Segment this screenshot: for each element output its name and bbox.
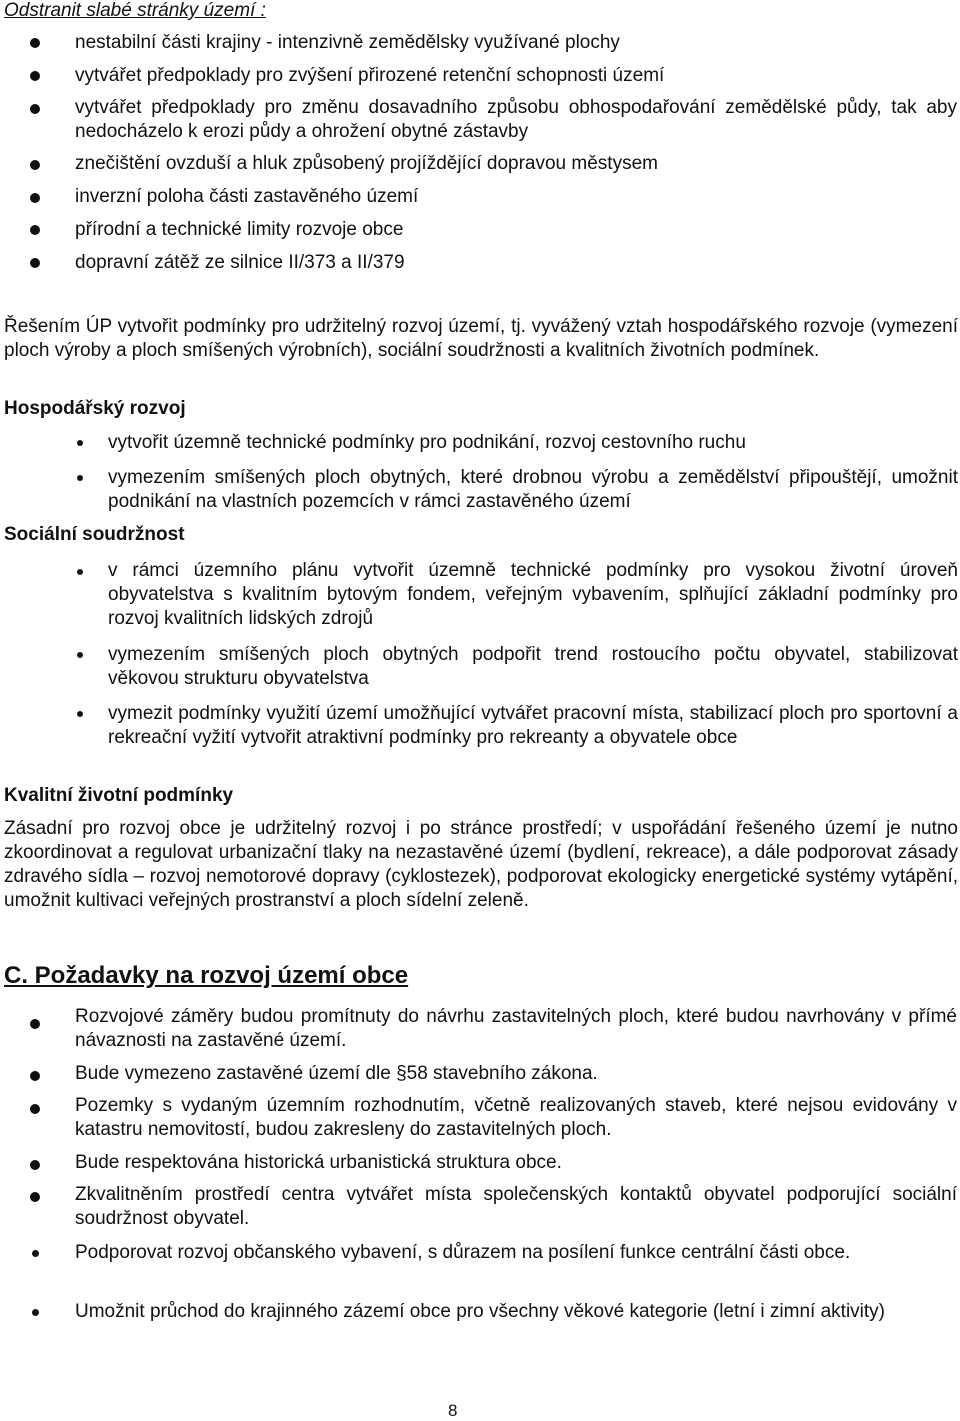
living-paragraph: Zásadní pro rozvoj obce je udržitelný rozvoj i po stránce prostředí; v uspořádání řešeného území je nutno zkoordinovat a regulovat urbanizační tlaky na nezastavěné území (bydlení, rekreace), a dále podporovat zásady zdravého sídla – rozvoj nemotorové dopravy (cyklostezek), podporovat ekologicky energetické systémy vytápění, umožnit kultivaci veřejných prostranství a ploch sídelní zeleně. [4, 818, 958, 911]
weak-point-item: znečištění ovzduší a hluk způsobený projíždějící dopravou městysem [75, 153, 658, 174]
weak-point-item: vytvářet předpoklady pro změnu dosavadního způsobu obhospodařování zemědělské půdy, tak aby nedocházelo k erozi půdy a ohrožení obytné zástavby [75, 97, 957, 142]
bullet-dot-icon [30, 1071, 40, 1081]
section-c-item: Zkvalitněním prostředí centra vytvářet místa společenských kontaktů obyvatel podporující sociální soudržnost obyvatel. [75, 1184, 957, 1229]
section-c-item: Rozvojové záměry budou promítnuty do návrhu zastavitelných ploch, které budou navrhovány v přímé návaznosti na zastavěné území. [75, 1006, 957, 1051]
bullet-dot-icon [32, 1250, 39, 1257]
section-c-item: Umožnit průchod do krajinného zázemí obce pro všechny věkové kategorie (letní i zimní aktivity) [75, 1301, 885, 1322]
section-c-item: Bude respektována historická urbanistická struktura obce. [75, 1152, 562, 1173]
bullet-dot-icon [32, 1309, 39, 1316]
bullet-dot-icon [77, 475, 83, 481]
section-c-item: Pozemky s vydaným územním rozhodnutím, včetně realizovaných staveb, které nejsou evidovány v katastru nemovitostí, budou zakresleny do zastavitelných ploch. [75, 1095, 957, 1140]
bullet-dot-icon [30, 1192, 40, 1202]
bullet-dot-icon [30, 38, 40, 48]
living-heading: Kvalitní životní podmínky [4, 785, 234, 806]
weak-points-heading: Odstranit slabé stránky území : [4, 0, 266, 21]
economic-item: vytvořit územně technické podmínky pro podnikání, rozvoj cestovního ruchu [108, 432, 746, 453]
weak-point-item: dopravní zátěž ze silnice II/373 a II/379 [75, 252, 405, 273]
page-number: 8 [448, 1401, 458, 1420]
bullet-dot-icon [30, 71, 40, 81]
solution-paragraph: Řešením ÚP vytvořit podmínky pro udržitelný rozvoj území, tj. vyvážený vztah hospodářského rozvoje (vymezení ploch výroby a ploch smíšených výrobních), sociální soudržnosti a kvalitních životních podmínek. [4, 316, 958, 361]
bullet-dot-icon [77, 711, 83, 717]
bullet-dot-icon [30, 1104, 40, 1114]
social-item: vymezit podmínky využití území umožňující vytvářet pracovní místa, stabilizací ploch pro sportovní a rekreační vyžití vytvořit atraktivní podmínky pro rekreanty a obyvatele obce [108, 703, 958, 748]
bullet-dot-icon [30, 1160, 40, 1170]
section-c-item: Podporovat rozvoj občanského vybavení, s důrazem na posílení funkce centrální části obce. [75, 1242, 851, 1263]
bullet-dot-icon [77, 569, 83, 575]
weak-point-item: inverzní poloha části zastavěného území [75, 186, 419, 207]
bullet-dot-icon [30, 104, 40, 114]
social-heading: Sociální soudržnost [4, 524, 185, 545]
section-c-title: C. Požadavky na rozvoj území obce [4, 962, 409, 989]
economic-item: vymezením smíšených ploch obytných, které drobnou výrobu a zemědělství připouštějí, umožnit podnikání na vlastních pozemcích v rámci zastavěného území [108, 467, 958, 512]
social-item: vymezením smíšených ploch obytných podpořit trend rostoucího počtu obyvatel, stabilizovat věkovou strukturu obyvatelstva [108, 644, 958, 689]
social-item: v rámci územního plánu vytvořit územně technické podmínky pro vysokou životní úroveň obyvatelstva s kvalitním bytovým fondem, veřejným vybavením, splňující základní podmínky pro rozvoj kvalitních lidských zdrojů [108, 560, 958, 629]
bullet-dot-icon [30, 193, 40, 203]
bullet-dot-icon [30, 160, 40, 170]
weak-point-item: vytvářet předpoklady pro zvýšení přirozené retenční schopnosti území [75, 65, 665, 86]
economic-heading: Hospodářský rozvoj [4, 398, 186, 419]
weak-point-item: nestabilní části krajiny - intenzivně zemědělsky využívané plochy [75, 32, 620, 53]
bullet-dot-icon [30, 225, 40, 235]
weak-point-item: přírodní a technické limity rozvoje obce [75, 219, 404, 240]
bullet-dot-icon [77, 440, 83, 446]
bullet-dot-icon [30, 258, 40, 268]
section-c-item: Bude vymezeno zastavěné území dle §58 stavebního zákona. [75, 1063, 598, 1084]
bullet-dot-icon [30, 1019, 40, 1029]
bullet-dot-icon [77, 652, 83, 658]
